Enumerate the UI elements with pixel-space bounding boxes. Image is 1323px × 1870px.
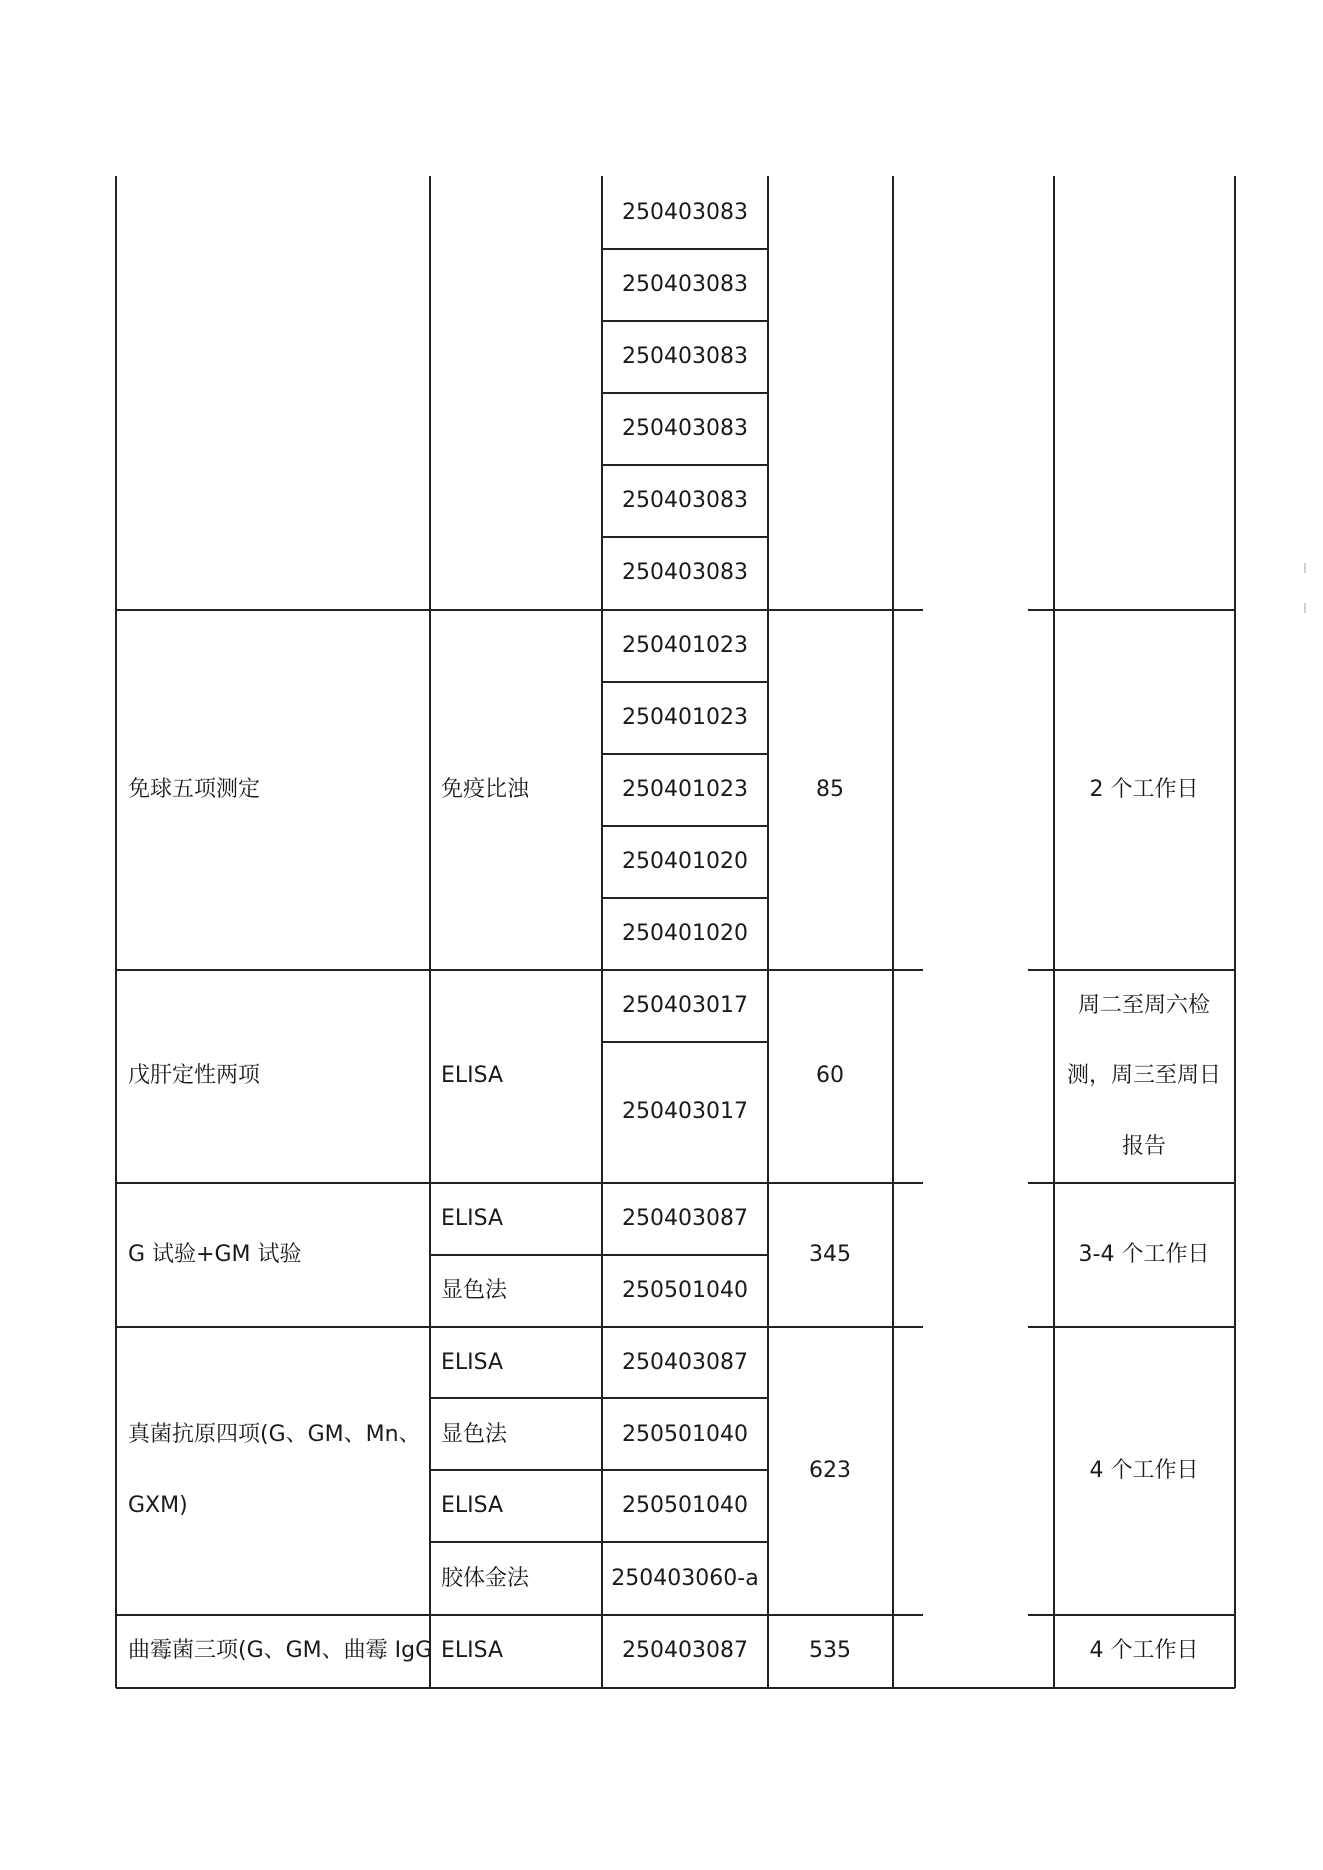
- price-immuno: 85: [816, 777, 844, 802]
- code-cell: 250403087: [622, 1350, 748, 1375]
- method-g-gm-1: ELISA: [441, 1206, 504, 1231]
- item-name-hepatitis: 戊肝定性两项: [128, 1063, 261, 1088]
- price-hepatitis: 60: [816, 1063, 844, 1088]
- code-cell: 250401023: [622, 633, 748, 658]
- method-fungal-2: 显色法: [441, 1422, 508, 1447]
- code-cell: 250403017: [622, 993, 748, 1018]
- turnaround-hepatitis-line3: 报告: [1121, 1134, 1167, 1159]
- scan-mark: [1304, 563, 1306, 573]
- method-hepatitis: ELISA: [441, 1063, 504, 1088]
- code-cell: 250501040: [622, 1278, 748, 1303]
- turnaround-immuno: 2 个工作日: [1089, 777, 1199, 802]
- turnaround-aspergillus: 4 个工作日: [1089, 1638, 1199, 1663]
- price-aspergillus: 535: [809, 1638, 851, 1663]
- code-cell: 250401023: [622, 705, 748, 730]
- code-cell: 250403083: [622, 488, 748, 513]
- method-fungal-3: ELISA: [441, 1493, 504, 1518]
- method-fungal-4: 胶体金法: [441, 1566, 530, 1591]
- code-cell: 250403017: [622, 1099, 748, 1124]
- code-cell: 250403083: [622, 416, 748, 441]
- code-cell: 250403083: [622, 560, 748, 585]
- code-cell: 250501040: [622, 1493, 748, 1518]
- turnaround-g-gm: 3-4 个工作日: [1078, 1242, 1210, 1267]
- code-cell: 250401020: [622, 849, 748, 874]
- item-name-fungal-line1: 真菌抗原四项(G、GM、Mn、: [128, 1422, 421, 1447]
- method-aspergillus: ELISA: [441, 1638, 504, 1663]
- item-name-immuno: 免球五项测定: [128, 777, 261, 802]
- scan-mark: [1304, 603, 1306, 613]
- code-cell: 250403087: [622, 1638, 748, 1663]
- code-cell: 250401023: [622, 777, 748, 802]
- turnaround-hepatitis-line2: 测，周三至周日: [1066, 1063, 1222, 1088]
- method-g-gm-2: 显色法: [441, 1278, 508, 1303]
- item-name-aspergillus: 曲霉菌三项(G、GM、曲霉 IgG: [128, 1638, 433, 1663]
- item-name-g-gm: G 试验+GM 试验: [128, 1242, 302, 1267]
- turnaround-hepatitis-line1: 周二至周六检: [1077, 993, 1211, 1018]
- code-cell: 250403087: [622, 1206, 748, 1231]
- price-fungal: 623: [809, 1458, 851, 1483]
- code-cell: 250403083: [622, 272, 748, 297]
- method-fungal-1: ELISA: [441, 1350, 504, 1375]
- code-cell: 250403083: [622, 200, 748, 225]
- price-g-gm: 345: [809, 1242, 851, 1267]
- item-name-fungal-line2: GXM): [128, 1493, 188, 1518]
- turnaround-fungal: 4 个工作日: [1089, 1458, 1199, 1483]
- method-immuno: 免疫比浊: [441, 777, 530, 802]
- code-cell: 250403060-a: [611, 1566, 759, 1591]
- code-cell: 250403083: [622, 344, 748, 369]
- code-cell: 250401020: [622, 921, 748, 946]
- code-cell: 250501040: [622, 1422, 748, 1447]
